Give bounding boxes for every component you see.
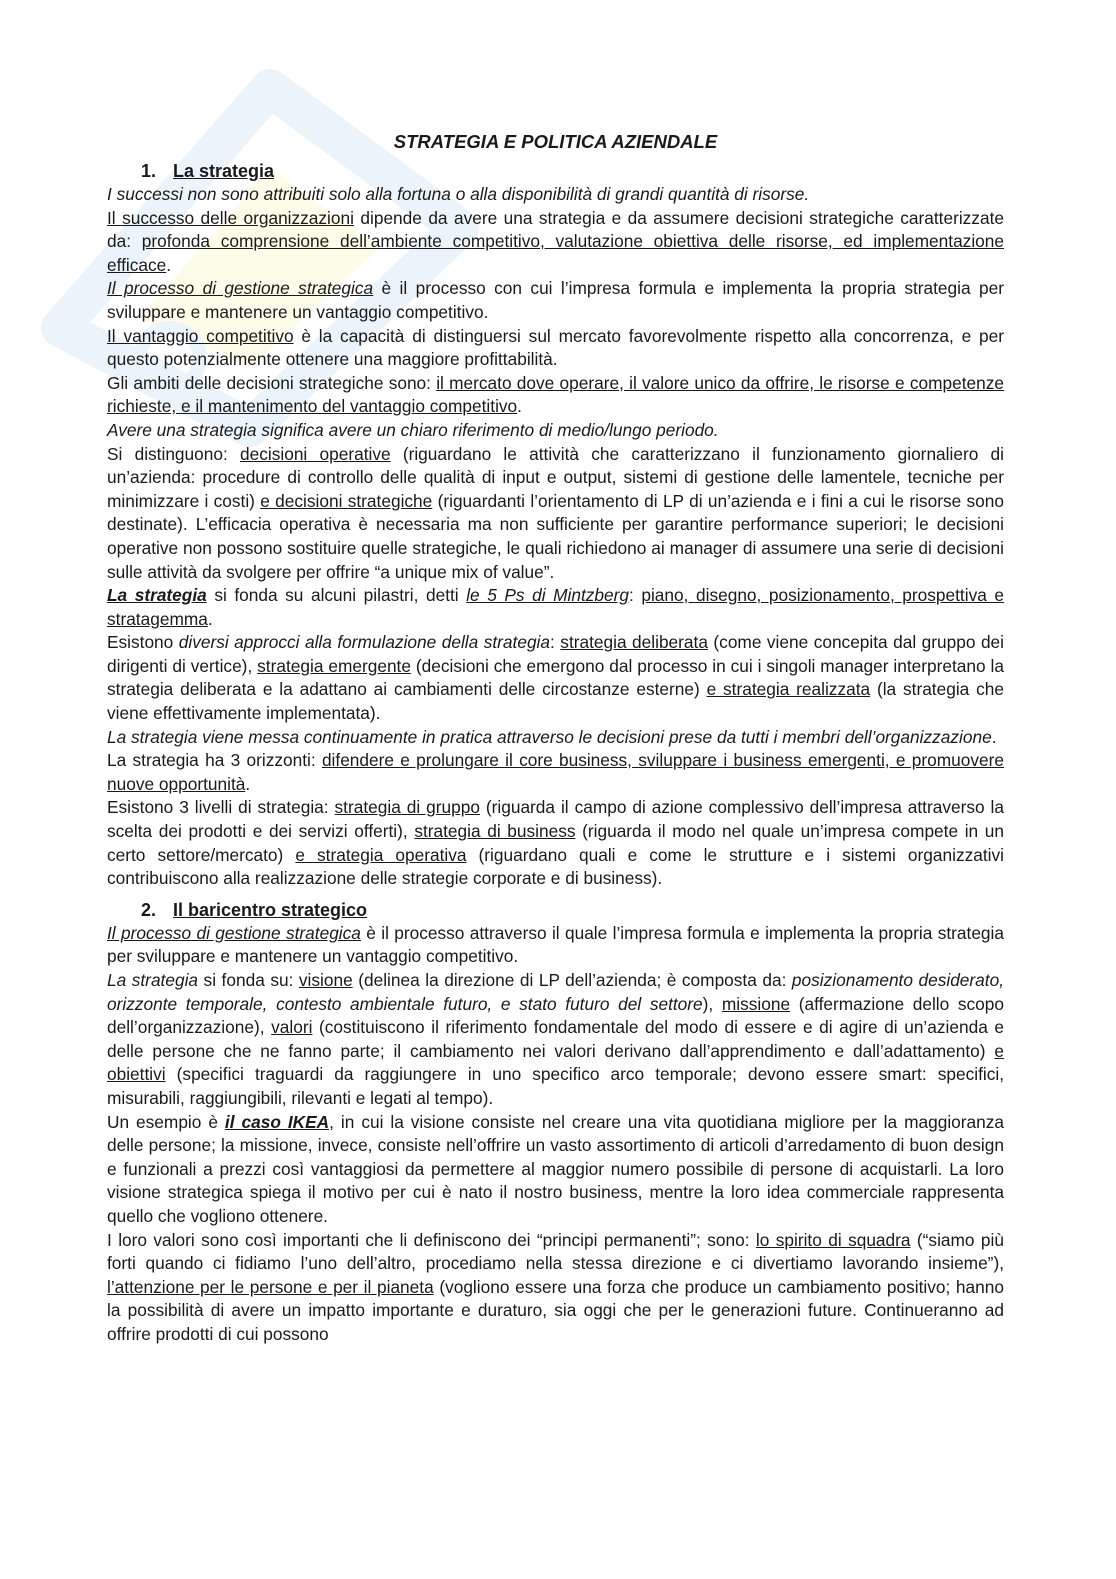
text-run: lo spirito di squadra <box>755 1229 911 1250</box>
text-run: strategia deliberata <box>560 632 708 653</box>
text-run: le 5 Ps di Mintzberg <box>466 585 629 606</box>
text-run: La strategia ha 3 orizzonti: <box>107 750 322 771</box>
text-run: valori <box>271 1017 313 1038</box>
text-run: visione <box>298 970 353 990</box>
text-run: e strategia operativa <box>295 844 467 865</box>
text-run: (riguardano le attività che caratterizzano il funzionamento giornaliero di un’azienda: procedure di controllo delle qualità di input e output, sistemi di gestione delle lamentele, tecniche per minimizzare i costi) <box>107 443 1004 511</box>
paragraph <box>107 277 1004 324</box>
text-run: Gli ambiti delle decisioni strategiche sono: <box>107 372 437 393</box>
text-run: il mercato dove operare, il valore unico da offrire, le risorse e competenze richieste, e il mantenimento del vantaggio competitivo <box>107 372 1005 417</box>
paragraph <box>107 372 1004 419</box>
section-heading <box>107 159 1004 183</box>
text-run: (affermazione dello scopo dell’organizzazione), <box>107 993 1005 1038</box>
text-run: dipende da avere una strategia e da assumere decisioni strategiche caratterizzate da: <box>107 207 1004 252</box>
text-run: (“siamo più forti quando ci fidiamo l’uno dell’altro, procediamo nella stessa direzione e ci divertiamo lavorando insieme”), <box>107 1229 1004 1274</box>
text-run: profonda comprensione dell’ambiente competitivo, valutazione obiettiva delle risorse, ed implementazione efficace <box>107 231 1004 275</box>
text-run: . <box>991 726 997 747</box>
text-run: Avere una strategia significa avere un chiaro riferimento di medio/lungo periodo. <box>107 419 719 440</box>
text-run: (decisioni che emergono dal processo in cui i singoli manager interpretano la strategia deliberata e la adattano ai cambiamenti delle circostanze esterne) <box>107 655 1005 700</box>
text-run: (riguarda il campo di azione complessivo dell’impresa attraverso la scelta dei prodotti e dei servizi offerti), <box>107 797 1004 842</box>
text-run: posizionamento desiderato, orizzonte temporale, contesto ambientale futuro, e stato futuro del settore <box>107 970 1004 1014</box>
document-title: STRATEGIA E POLITICA AZIENDALE <box>393 131 718 152</box>
text-run: decisioni operative <box>240 443 391 464</box>
text-run: il caso IKEA <box>224 1111 330 1132</box>
text-run: diversi approcci alla formulazione della strategia <box>178 632 551 653</box>
text-run: La strategia <box>107 585 207 606</box>
text-run: strategia emergente <box>257 655 411 676</box>
text-run: (delinea la direzione di LP dell’azienda; è composta da: <box>352 970 792 990</box>
paragraph <box>107 969 1004 1111</box>
text-run: (riguardano quali e come le strutture e i sistemi organizzativi contribuiscono alla realizzazione delle strategie corporate e di business). <box>107 844 1004 889</box>
text-run: . <box>517 396 522 417</box>
section-heading <box>107 898 1004 922</box>
document-page <box>107 130 1004 1347</box>
paragraph <box>107 584 1004 631</box>
text-run: La strategia <box>107 970 199 990</box>
text-run: strategia di gruppo <box>334 797 480 818</box>
text-run: Si distinguono: <box>107 443 241 464</box>
section-number: 1. <box>141 161 157 181</box>
text-run: I loro valori sono così importanti che li definiscono dei “principi permanenti”; sono: <box>107 1229 756 1250</box>
text-run: . <box>166 254 172 275</box>
text-run: , in cui la visione consiste nel creare una vita quotidiana migliore per la maggioranza delle persone; la missione, invece, consiste nell’offrire un vasto assortimento di articoli d’arredamento di buon design e funzionali a prezzi così vantaggiosi da permettere al maggior numero possibile di persone di acquistarli. La loro visione strategica spiega il motivo per cui è nato il nostro business, mentre la loro idea commerciale rappresenta quello che vogliono ottenere. <box>107 1111 1004 1226</box>
text-run: . <box>245 773 251 794</box>
paragraph <box>107 1111 1004 1229</box>
text-run: e obiettivi <box>107 1040 1004 1085</box>
text-run: (riguardanti l’orientamento di LP di un’azienda e i fini a cui le risorse sono destinate). L’efficacia operativa è necessaria ma non sufficiente per garantire performance superiori; le decisioni operative non possono sostituire quelle strategiche, le quali richiedono ai manager di assumere una serie di decisioni sulle attività da svolgere per offrire “a unique mix of value”. <box>107 490 1004 582</box>
section-la-strategia <box>107 159 1004 891</box>
text-run: Un esempio è <box>107 1111 225 1132</box>
text-run: (la strategia che viene effettivamente implementata). <box>107 679 1004 724</box>
paragraph <box>107 443 1004 585</box>
paragraph <box>107 749 1004 796</box>
text-run: difendere e prolungare il core business, sviluppare i business emergenti, e promuovere nuove opportunità <box>107 750 1004 794</box>
paragraph <box>107 726 1004 750</box>
text-run: : <box>550 632 561 653</box>
paragraph <box>107 419 1004 443</box>
paragraph <box>107 325 1004 372</box>
text-run: è il processo con cui l’impresa formula e implementa la propria strategia per sviluppare e mantenere un vantaggio competitivo. <box>107 278 1004 322</box>
text-run: l’attenzione per le persone e per il pianeta <box>107 1276 434 1297</box>
text-run: e strategia realizzata <box>706 679 871 700</box>
text-run: Il processo di gestione strategica <box>107 278 374 299</box>
paragraph <box>107 631 1004 725</box>
section-heading-label: Il baricentro strategico <box>173 899 368 920</box>
text-run: strategia di business <box>414 821 576 842</box>
text-run: (costituiscono il riferimento fondamentale del modo di essere e di agire di un’azienda e delle persone che ne fanno parte; il cambiamento nei valori derivano dall’apprendimento e dall’adattamento) <box>107 1017 1004 1061</box>
text-run: I successi non sono attribuiti solo alla fortuna o alla disponibilità di grandi quantità di risorse. <box>107 184 810 204</box>
paragraph <box>107 922 1004 969</box>
paragraph <box>107 796 1004 890</box>
text-run: è il processo attraverso il quale l’impresa formula e implementa la propria strategia per sviluppare e mantenere un vantaggio competitivo. <box>107 922 1004 967</box>
section-body <box>107 922 1004 1347</box>
text-run: si fonda su: <box>198 970 299 990</box>
text-run: (specifici traguardi da raggiungere in uno specifico arco temporale; devono essere smart: specifici, misurabili, raggiungibili, rilevanti e legati al tempo). <box>107 1064 1004 1108</box>
text-run: : <box>629 585 642 606</box>
text-run: (riguarda il modo nel quale un’impresa compete in un certo settore/mercato) <box>107 821 1004 865</box>
text-run: . <box>207 608 213 629</box>
text-run: Il processo di gestione strategica <box>107 922 361 943</box>
text-run: La strategia viene messa continuamente in pratica attraverso le decisioni prese da tutti i membri dell’organizzazione <box>107 726 992 747</box>
text-run: è la capacità di distinguersi sul mercato favorevolmente rispetto alla concorrenza, e per questo potenzialmente ottenere una maggiore profittabilità. <box>107 325 1004 370</box>
text-run: (vogliono essere una forza che produce un cambiamento positivo; hanno la possibilità di avere un impatto importante e duraturo, sia oggi che per le generazioni future. Continueranno ad offrire prodotti di cui possono <box>107 1276 1004 1344</box>
section-body <box>107 183 1004 891</box>
paragraph <box>107 207 1004 278</box>
text-run: ), <box>702 993 722 1014</box>
section-baricentro-strategico <box>107 898 1004 1347</box>
text-run: (come viene concepita dal gruppo dei dirigenti di vertice), <box>107 632 1005 676</box>
text-run: missione <box>721 993 791 1014</box>
text-run: Il vantaggio competitivo <box>107 325 294 346</box>
paragraph <box>107 183 1004 207</box>
paragraph <box>107 1229 1004 1347</box>
text-run: Esistono <box>107 632 179 653</box>
text-run: Il successo delle organizzazioni <box>107 207 354 228</box>
text-run: e decisioni strategiche <box>260 490 433 511</box>
section-number: 2. <box>141 899 157 920</box>
sections-container <box>107 159 1004 1347</box>
section-heading-label: La strategia <box>173 161 275 181</box>
text-run: Esistono 3 livelli di strategia: <box>107 797 335 818</box>
text-run: si fonda su alcuni pilastri, detti <box>206 585 467 606</box>
text-run: piano, disegno, posizionamento, prospettiva e stratagemma <box>107 585 1004 629</box>
